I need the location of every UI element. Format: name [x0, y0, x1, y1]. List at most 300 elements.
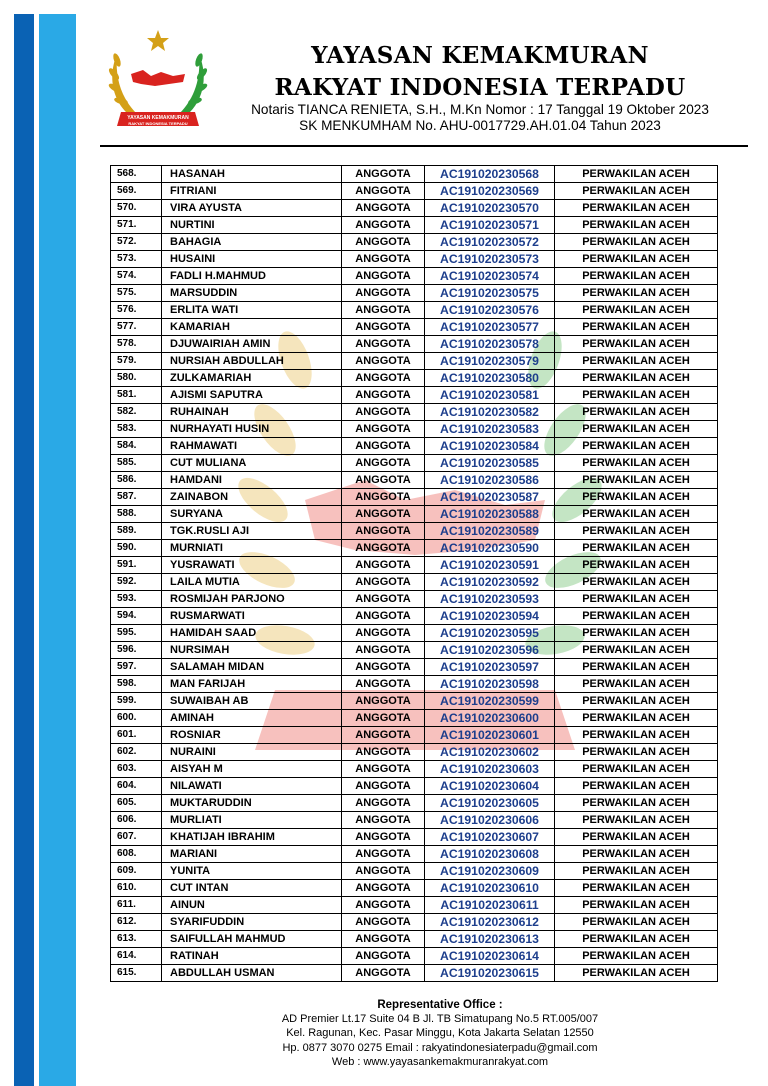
member-region: PERWAKILAN ACEH: [555, 217, 718, 234]
table-row: [111, 251, 718, 268]
member-role: ANGGOTA: [342, 676, 425, 693]
table-row: [111, 523, 718, 540]
member-role: ANGGOTA: [342, 965, 425, 982]
member-role: ANGGOTA: [342, 200, 425, 217]
member-role: ANGGOTA: [342, 489, 425, 506]
row-number: 588.: [111, 506, 162, 523]
table-row: [111, 370, 718, 387]
row-number: 578.: [111, 336, 162, 353]
row-number: 606.: [111, 812, 162, 829]
member-id: AC191020230594: [425, 608, 555, 625]
row-number: 574.: [111, 268, 162, 285]
member-region: PERWAKILAN ACEH: [555, 455, 718, 472]
member-name: CUT INTAN: [162, 880, 342, 897]
row-number: 594.: [111, 608, 162, 625]
member-role: ANGGOTA: [342, 931, 425, 948]
row-number: 595.: [111, 625, 162, 642]
member-name: NURSIAH ABDULLAH: [162, 353, 342, 370]
table-row: [111, 404, 718, 421]
table-row: [111, 727, 718, 744]
row-number: 615.: [111, 965, 162, 982]
member-id: AC191020230610: [425, 880, 555, 897]
member-id: AC191020230570: [425, 200, 555, 217]
row-number: 581.: [111, 387, 162, 404]
row-number: 570.: [111, 200, 162, 217]
member-name: MURNIATI: [162, 540, 342, 557]
row-number: 590.: [111, 540, 162, 557]
table-row: [111, 846, 718, 863]
row-number: 611.: [111, 897, 162, 914]
row-number: 587.: [111, 489, 162, 506]
row-number: 614.: [111, 948, 162, 965]
table-row: [111, 931, 718, 948]
member-role: ANGGOTA: [342, 948, 425, 965]
logo-ribbon-bottom-text: RAKYAT INDONESIA TERPADU: [128, 121, 188, 126]
member-region: PERWAKILAN ACEH: [555, 897, 718, 914]
member-name: SALAMAH MIDAN: [162, 659, 342, 676]
member-region: PERWAKILAN ACEH: [555, 387, 718, 404]
member-id: AC191020230611: [425, 897, 555, 914]
row-number: 593.: [111, 591, 162, 608]
member-role: ANGGOTA: [342, 693, 425, 710]
member-region: PERWAKILAN ACEH: [555, 931, 718, 948]
member-region: PERWAKILAN ACEH: [555, 676, 718, 693]
member-role: ANGGOTA: [342, 659, 425, 676]
member-role: ANGGOTA: [342, 319, 425, 336]
member-region: PERWAKILAN ACEH: [555, 404, 718, 421]
table-row: [111, 829, 718, 846]
member-region: PERWAKILAN ACEH: [555, 268, 718, 285]
member-id: AC191020230598: [425, 676, 555, 693]
row-number: 577.: [111, 319, 162, 336]
table-row: [111, 302, 718, 319]
logo-ribbon-top-text: YAYASAN KEMAKMURAN: [127, 115, 189, 121]
member-name: MUKTARUDDIN: [162, 795, 342, 812]
row-number: 586.: [111, 472, 162, 489]
row-number: 604.: [111, 778, 162, 795]
member-role: ANGGOTA: [342, 268, 425, 285]
table-row: [111, 472, 718, 489]
member-role: ANGGOTA: [342, 455, 425, 472]
member-role: ANGGOTA: [342, 421, 425, 438]
row-number: 573.: [111, 251, 162, 268]
member-role: ANGGOTA: [342, 727, 425, 744]
member-name: ROSMIJAH PARJONO: [162, 591, 342, 608]
table-row: [111, 200, 718, 217]
member-name: MURLIATI: [162, 812, 342, 829]
member-role: ANGGOTA: [342, 234, 425, 251]
member-id: AC191020230575: [425, 285, 555, 302]
member-region: PERWAKILAN ACEH: [555, 540, 718, 557]
row-number: 608.: [111, 846, 162, 863]
member-id: AC191020230608: [425, 846, 555, 863]
table-row: [111, 761, 718, 778]
member-id: AC191020230601: [425, 727, 555, 744]
row-number: 607.: [111, 829, 162, 846]
row-number: 582.: [111, 404, 162, 421]
member-name: NURTINI: [162, 217, 342, 234]
member-name: BAHAGIA: [162, 234, 342, 251]
row-number: 610.: [111, 880, 162, 897]
member-id: AC191020230580: [425, 370, 555, 387]
member-region: PERWAKILAN ACEH: [555, 812, 718, 829]
member-role: ANGGOTA: [342, 574, 425, 591]
table-row: [111, 353, 718, 370]
member-id: AC191020230581: [425, 387, 555, 404]
member-role: ANGGOTA: [342, 846, 425, 863]
row-number: 568.: [111, 166, 162, 183]
archipelago-map-icon: [131, 70, 185, 86]
member-name: YUNITA: [162, 863, 342, 880]
member-id: AC191020230571: [425, 217, 555, 234]
table-row: [111, 455, 718, 472]
row-number: 600.: [111, 710, 162, 727]
member-region: PERWAKILAN ACEH: [555, 421, 718, 438]
member-name: ERLITA WATI: [162, 302, 342, 319]
member-name: SUWAIBAH AB: [162, 693, 342, 710]
row-number: 603.: [111, 761, 162, 778]
row-number: 579.: [111, 353, 162, 370]
header-divider: [100, 145, 748, 147]
member-role: ANGGOTA: [342, 387, 425, 404]
member-role: ANGGOTA: [342, 285, 425, 302]
member-name: SYARIFUDDIN: [162, 914, 342, 931]
member-id: AC191020230597: [425, 659, 555, 676]
member-role: ANGGOTA: [342, 166, 425, 183]
table-row: [111, 234, 718, 251]
table-row: [111, 812, 718, 829]
member-name: FADLI H.MAHMUD: [162, 268, 342, 285]
table-row: [111, 421, 718, 438]
member-name: NILAWATI: [162, 778, 342, 795]
row-number: 597.: [111, 659, 162, 676]
footer-web: Web : www.yayasankemakmuranrakyat.com: [331, 1055, 549, 1068]
member-region: PERWAKILAN ACEH: [555, 353, 718, 370]
member-role: ANGGOTA: [342, 591, 425, 608]
member-id: AC191020230579: [425, 353, 555, 370]
star-icon: [147, 30, 169, 51]
row-number: 591.: [111, 557, 162, 574]
member-id: AC191020230590: [425, 540, 555, 557]
member-role: ANGGOTA: [342, 336, 425, 353]
table-row: [111, 166, 718, 183]
row-number: 609.: [111, 863, 162, 880]
member-role: ANGGOTA: [342, 183, 425, 200]
member-region: PERWAKILAN ACEH: [555, 523, 718, 540]
member-region: PERWAKILAN ACEH: [555, 591, 718, 608]
member-region: PERWAKILAN ACEH: [555, 948, 718, 965]
member-name: MARSUDDIN: [162, 285, 342, 302]
member-id: AC191020230589: [425, 523, 555, 540]
member-region: PERWAKILAN ACEH: [555, 642, 718, 659]
member-id: AC191020230615: [425, 965, 555, 982]
member-name: AMINAH: [162, 710, 342, 727]
member-name: CUT MULIANA: [162, 455, 342, 472]
footer-contact: Hp. 0877 3070 0275 Email : rakyatindonesiaterpadu@gmail.com: [282, 1041, 598, 1054]
row-number: 592.: [111, 574, 162, 591]
member-name: TGK.RUSLI AJI: [162, 523, 342, 540]
member-name: YUSRAWATI: [162, 557, 342, 574]
member-role: ANGGOTA: [342, 880, 425, 897]
member-role: ANGGOTA: [342, 506, 425, 523]
member-role: ANGGOTA: [342, 914, 425, 931]
member-region: PERWAKILAN ACEH: [555, 489, 718, 506]
member-id: AC191020230606: [425, 812, 555, 829]
member-role: ANGGOTA: [342, 217, 425, 234]
table-row: [111, 489, 718, 506]
member-region: PERWAKILAN ACEH: [555, 200, 718, 217]
member-name: SURYANA: [162, 506, 342, 523]
member-region: PERWAKILAN ACEH: [555, 761, 718, 778]
member-id: AC191020230595: [425, 625, 555, 642]
table-row: [111, 676, 718, 693]
footer-title: Representative Office :: [377, 999, 503, 1011]
row-number: 569.: [111, 183, 162, 200]
member-id: AC191020230588: [425, 506, 555, 523]
member-region: PERWAKILAN ACEH: [555, 506, 718, 523]
member-id: AC191020230569: [425, 183, 555, 200]
row-number: 601.: [111, 727, 162, 744]
member-role: ANGGOTA: [342, 523, 425, 540]
member-region: PERWAKILAN ACEH: [555, 183, 718, 200]
member-id: AC191020230578: [425, 336, 555, 353]
row-number: 584.: [111, 438, 162, 455]
member-name: LAILA MUTIA: [162, 574, 342, 591]
table-row: [111, 285, 718, 302]
member-name: MARIANI: [162, 846, 342, 863]
members-table: [110, 165, 718, 982]
member-role: ANGGOTA: [342, 557, 425, 574]
member-id: AC191020230572: [425, 234, 555, 251]
table-row: [111, 965, 718, 982]
member-id: AC191020230607: [425, 829, 555, 846]
member-id: AC191020230613: [425, 931, 555, 948]
row-number: 583.: [111, 421, 162, 438]
member-id: AC191020230605: [425, 795, 555, 812]
row-number: 589.: [111, 523, 162, 540]
notary-line-1: Notaris TIANCA RENIETA, S.H., M.Kn Nomor : 17 Tanggal 19 Oktober 2023: [251, 102, 709, 117]
table-row: [111, 744, 718, 761]
table-row: [111, 336, 718, 353]
left-light-blue-stripe: [39, 14, 76, 1086]
member-role: ANGGOTA: [342, 863, 425, 880]
member-role: ANGGOTA: [342, 795, 425, 812]
member-name: SAIFULLAH MAHMUD: [162, 931, 342, 948]
row-number: 612.: [111, 914, 162, 931]
table-row: [111, 268, 718, 285]
member-name: NURSIMAH: [162, 642, 342, 659]
table-row: [111, 880, 718, 897]
foundation-logo: [103, 26, 213, 138]
member-name: AINUN: [162, 897, 342, 914]
member-role: ANGGOTA: [342, 710, 425, 727]
member-region: PERWAKILAN ACEH: [555, 608, 718, 625]
member-id: AC191020230591: [425, 557, 555, 574]
member-role: ANGGOTA: [342, 744, 425, 761]
member-role: ANGGOTA: [342, 438, 425, 455]
row-number: 596.: [111, 642, 162, 659]
member-id: AC191020230599: [425, 693, 555, 710]
notary-line-2: SK MENKUMHAM No. AHU-0017729.AH.01.04 Tahun 2023: [299, 118, 661, 133]
table-row: [111, 506, 718, 523]
member-role: ANGGOTA: [342, 540, 425, 557]
member-region: PERWAKILAN ACEH: [555, 693, 718, 710]
member-role: ANGGOTA: [342, 829, 425, 846]
member-name: FITRIANI: [162, 183, 342, 200]
member-name: RAHMAWATI: [162, 438, 342, 455]
member-id: AC191020230583: [425, 421, 555, 438]
member-region: PERWAKILAN ACEH: [555, 472, 718, 489]
member-id: AC191020230614: [425, 948, 555, 965]
table-row: [111, 863, 718, 880]
row-number: 576.: [111, 302, 162, 319]
row-number: 575.: [111, 285, 162, 302]
left-dark-blue-stripe: [14, 14, 34, 1086]
member-region: PERWAKILAN ACEH: [555, 574, 718, 591]
member-region: PERWAKILAN ACEH: [555, 863, 718, 880]
member-role: ANGGOTA: [342, 302, 425, 319]
table-row: [111, 693, 718, 710]
member-region: PERWAKILAN ACEH: [555, 370, 718, 387]
member-role: ANGGOTA: [342, 812, 425, 829]
member-id: AC191020230612: [425, 914, 555, 931]
member-name: HAMIDAH SAAD: [162, 625, 342, 642]
member-name: HAMDANI: [162, 472, 342, 489]
member-id: AC191020230577: [425, 319, 555, 336]
member-role: ANGGOTA: [342, 251, 425, 268]
member-region: PERWAKILAN ACEH: [555, 795, 718, 812]
member-role: ANGGOTA: [342, 778, 425, 795]
member-id: AC191020230574: [425, 268, 555, 285]
member-region: PERWAKILAN ACEH: [555, 778, 718, 795]
table-row: [111, 574, 718, 591]
member-role: ANGGOTA: [342, 370, 425, 387]
table-row: [111, 591, 718, 608]
member-id: AC191020230582: [425, 404, 555, 421]
member-id: AC191020230586: [425, 472, 555, 489]
footer-address-2: Kel. Ragunan, Kec. Pasar Minggu, Kota Jakarta Selatan 12550: [286, 1027, 594, 1040]
member-region: PERWAKILAN ACEH: [555, 557, 718, 574]
member-name: KHATIJAH IBRAHIM: [162, 829, 342, 846]
member-role: ANGGOTA: [342, 625, 425, 642]
member-region: PERWAKILAN ACEH: [555, 914, 718, 931]
member-name: AJISMI SAPUTRA: [162, 387, 342, 404]
member-name: RATINAH: [162, 948, 342, 965]
member-region: PERWAKILAN ACEH: [555, 285, 718, 302]
table-row: [111, 217, 718, 234]
member-region: PERWAKILAN ACEH: [555, 829, 718, 846]
member-id: AC191020230592: [425, 574, 555, 591]
member-role: ANGGOTA: [342, 353, 425, 370]
member-id: AC191020230568: [425, 166, 555, 183]
org-title-line-2: RAKYAT INDONESIA TERPADU: [274, 74, 686, 101]
table-row: [111, 778, 718, 795]
member-role: ANGGOTA: [342, 608, 425, 625]
table-row: [111, 948, 718, 965]
member-region: PERWAKILAN ACEH: [555, 744, 718, 761]
table-row: [111, 438, 718, 455]
table-row: [111, 897, 718, 914]
member-name: HUSAINI: [162, 251, 342, 268]
member-region: PERWAKILAN ACEH: [555, 251, 718, 268]
member-name: MAN FARIJAH: [162, 676, 342, 693]
member-region: PERWAKILAN ACEH: [555, 319, 718, 336]
notary-info: [220, 102, 740, 134]
member-name: ZAINABON: [162, 489, 342, 506]
member-region: PERWAKILAN ACEH: [555, 659, 718, 676]
table-row: [111, 183, 718, 200]
member-role: ANGGOTA: [342, 761, 425, 778]
member-region: PERWAKILAN ACEH: [555, 438, 718, 455]
member-name: VIRA AYUSTA: [162, 200, 342, 217]
member-id: AC191020230576: [425, 302, 555, 319]
member-region: PERWAKILAN ACEH: [555, 302, 718, 319]
member-region: PERWAKILAN ACEH: [555, 336, 718, 353]
table-row: [111, 387, 718, 404]
row-number: 602.: [111, 744, 162, 761]
member-role: ANGGOTA: [342, 642, 425, 659]
member-id: AC191020230602: [425, 744, 555, 761]
member-name: ZULKAMARIAH: [162, 370, 342, 387]
member-name: NURHAYATI HUSIN: [162, 421, 342, 438]
wreath-left-icon: [107, 52, 137, 118]
member-region: PERWAKILAN ACEH: [555, 710, 718, 727]
row-number: 580.: [111, 370, 162, 387]
footer: [200, 998, 680, 1069]
row-number: 599.: [111, 693, 162, 710]
member-id: AC191020230600: [425, 710, 555, 727]
member-name: ROSNIAR: [162, 727, 342, 744]
member-id: AC191020230585: [425, 455, 555, 472]
row-number: 572.: [111, 234, 162, 251]
wreath-right-icon: [179, 52, 209, 118]
member-id: AC191020230609: [425, 863, 555, 880]
member-role: ANGGOTA: [342, 472, 425, 489]
table-row: [111, 625, 718, 642]
table-row: [111, 795, 718, 812]
member-role: ANGGOTA: [342, 897, 425, 914]
row-number: 613.: [111, 931, 162, 948]
row-number: 585.: [111, 455, 162, 472]
member-id: AC191020230584: [425, 438, 555, 455]
table-row: [111, 659, 718, 676]
member-name: KAMARIAH: [162, 319, 342, 336]
row-number: 571.: [111, 217, 162, 234]
member-name: DJUWAIRIAH AMIN: [162, 336, 342, 353]
table-row: [111, 319, 718, 336]
row-number: 598.: [111, 676, 162, 693]
table-row: [111, 608, 718, 625]
table-row: [111, 710, 718, 727]
table-row: [111, 557, 718, 574]
member-role: ANGGOTA: [342, 404, 425, 421]
member-name: RUSMARWATI: [162, 608, 342, 625]
member-region: PERWAKILAN ACEH: [555, 625, 718, 642]
member-id: AC191020230603: [425, 761, 555, 778]
member-name: ABDULLAH USMAN: [162, 965, 342, 982]
member-id: AC191020230573: [425, 251, 555, 268]
org-title-line-1: YAYASAN KEMAKMURAN: [311, 42, 649, 69]
member-name: RUHAINAH: [162, 404, 342, 421]
member-region: PERWAKILAN ACEH: [555, 880, 718, 897]
member-region: PERWAKILAN ACEH: [555, 846, 718, 863]
member-name: HASANAH: [162, 166, 342, 183]
member-region: PERWAKILAN ACEH: [555, 166, 718, 183]
organization-title: [220, 40, 740, 104]
member-region: PERWAKILAN ACEH: [555, 727, 718, 744]
member-name: NURAINI: [162, 744, 342, 761]
member-id: AC191020230596: [425, 642, 555, 659]
